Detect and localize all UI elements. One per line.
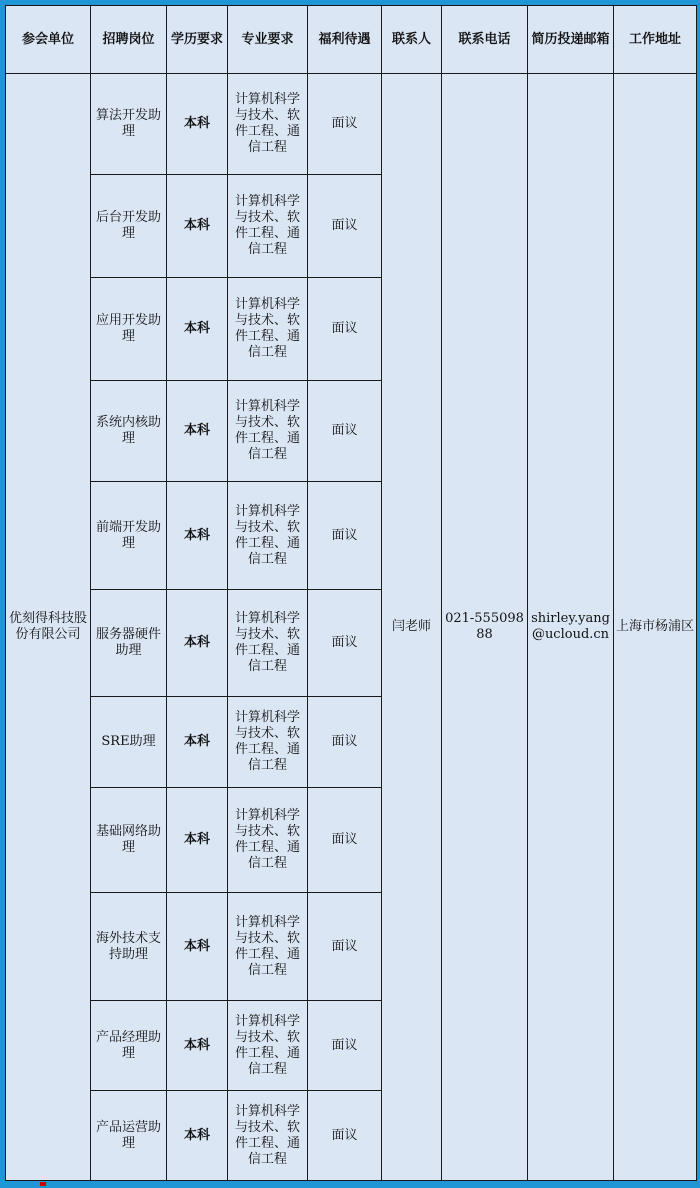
table-row [6, 74, 697, 175]
major-cell: 计算机科学与技术、软件工程、通信工程 [228, 590, 308, 697]
education-cell: 本科 [167, 697, 228, 788]
header-row [6, 6, 697, 74]
major-cell: 计算机科学与技术、软件工程、通信工程 [228, 482, 308, 590]
position-cell: 算法开发助理 [91, 74, 167, 175]
position-cell: 产品经理助理 [91, 1001, 167, 1091]
benefits-cell: 面议 [308, 482, 382, 590]
education-cell: 本科 [167, 74, 228, 175]
header-contact: 联系人 [382, 6, 442, 74]
header-position: 招聘岗位 [91, 6, 167, 74]
header-major: 专业要求 [228, 6, 308, 74]
education-cell: 本科 [167, 893, 228, 1001]
benefits-cell: 面议 [308, 74, 382, 175]
header-company: 参会单位 [6, 6, 91, 74]
address-cell: 上海市杨浦区 [614, 74, 697, 1181]
benefits-cell: 面议 [308, 278, 382, 381]
major-cell: 计算机科学与技术、软件工程、通信工程 [228, 74, 308, 175]
education-cell: 本科 [167, 381, 228, 482]
position-cell: 产品运营助理 [91, 1091, 167, 1181]
benefits-cell: 面议 [308, 175, 382, 278]
benefits-cell: 面议 [308, 1001, 382, 1091]
decorative-mark [40, 1182, 46, 1186]
header-email: 简历投递邮箱 [528, 6, 614, 74]
email-cell: shirley.yang@ucloud.cn [528, 74, 614, 1181]
position-cell: 海外技术支持助理 [91, 893, 167, 1001]
major-cell: 计算机科学与技术、软件工程、通信工程 [228, 1091, 308, 1181]
recruitment-table [5, 5, 697, 1181]
position-cell: 后台开发助理 [91, 175, 167, 278]
major-cell: 计算机科学与技术、软件工程、通信工程 [228, 381, 308, 482]
contact-cell: 闫老师 [382, 74, 442, 1181]
position-cell: SRE助理 [91, 697, 167, 788]
header-address: 工作地址 [614, 6, 697, 74]
education-cell: 本科 [167, 278, 228, 381]
major-cell: 计算机科学与技术、软件工程、通信工程 [228, 697, 308, 788]
position-cell: 基础网络助理 [91, 788, 167, 893]
major-cell: 计算机科学与技术、软件工程、通信工程 [228, 175, 308, 278]
header-phone: 联系电话 [442, 6, 528, 74]
position-cell: 系统内核助理 [91, 381, 167, 482]
position-cell: 服务器硬件助理 [91, 590, 167, 697]
education-cell: 本科 [167, 1001, 228, 1091]
major-cell: 计算机科学与技术、软件工程、通信工程 [228, 893, 308, 1001]
benefits-cell: 面议 [308, 788, 382, 893]
benefits-cell: 面议 [308, 697, 382, 788]
education-cell: 本科 [167, 788, 228, 893]
education-cell: 本科 [167, 482, 228, 590]
education-cell: 本科 [167, 175, 228, 278]
benefits-cell: 面议 [308, 893, 382, 1001]
benefits-cell: 面议 [308, 1091, 382, 1181]
company-cell: 优刻得科技股份有限公司 [6, 74, 91, 1181]
major-cell: 计算机科学与技术、软件工程、通信工程 [228, 788, 308, 893]
header-benefits: 福利待遇 [308, 6, 382, 74]
major-cell: 计算机科学与技术、软件工程、通信工程 [228, 1001, 308, 1091]
phone-cell: 021-55509888 [442, 74, 528, 1181]
benefits-cell: 面议 [308, 590, 382, 697]
benefits-cell: 面议 [308, 381, 382, 482]
education-cell: 本科 [167, 590, 228, 697]
education-cell: 本科 [167, 1091, 228, 1181]
major-cell: 计算机科学与技术、软件工程、通信工程 [228, 278, 308, 381]
header-education: 学历要求 [167, 6, 228, 74]
position-cell: 前端开发助理 [91, 482, 167, 590]
position-cell: 应用开发助理 [91, 278, 167, 381]
